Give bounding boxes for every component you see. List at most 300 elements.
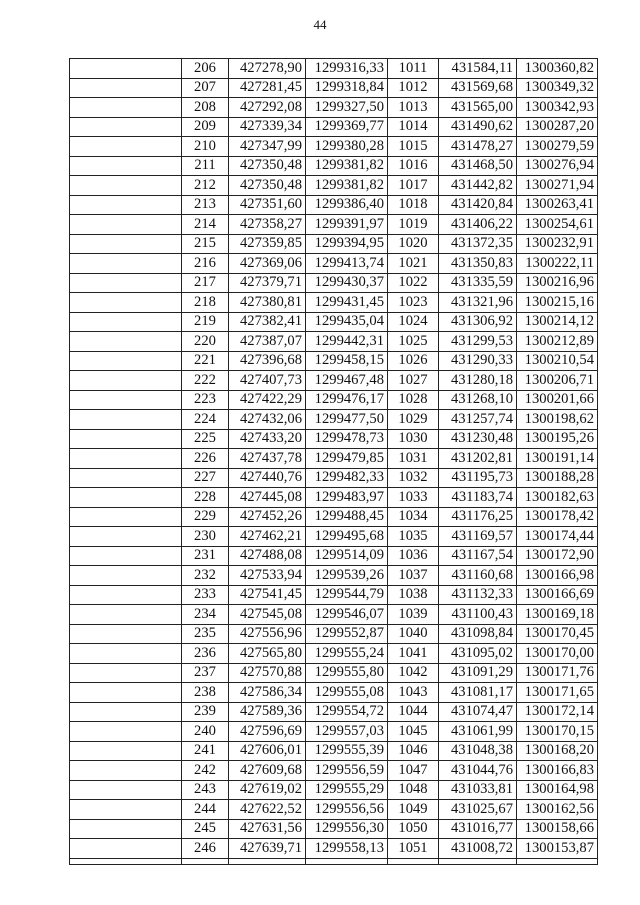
point-number-b: 1016 — [388, 156, 439, 176]
y-coordinate-a: 1299381,82 — [306, 176, 388, 196]
x-coordinate-a: 427433,20 — [229, 429, 306, 449]
table-row — [70, 312, 598, 332]
point-number-b: 1043 — [388, 683, 439, 703]
point-number-b: 1047 — [388, 761, 439, 781]
y-coordinate-a: 1299413,74 — [306, 254, 388, 274]
table-row — [70, 156, 598, 176]
y-coordinate-b: 1300271,94 — [517, 176, 598, 196]
blank-cell — [70, 566, 182, 586]
point-number-a: 243 — [182, 780, 229, 800]
x-coordinate-a: 427445,08 — [229, 488, 306, 508]
point-number-a: 235 — [182, 624, 229, 644]
x-coordinate-a: 427382,41 — [229, 312, 306, 332]
blank-cell — [70, 683, 182, 703]
y-coordinate-b: 1300170,00 — [517, 644, 598, 664]
table-row — [70, 195, 598, 215]
table-row — [70, 449, 598, 469]
y-coordinate-a: 1299431,45 — [306, 293, 388, 313]
y-coordinate-a: 1299467,48 — [306, 371, 388, 391]
blank-cell — [70, 156, 182, 176]
x-coordinate-b: 431160,68 — [439, 566, 517, 586]
y-coordinate-b: 1300166,69 — [517, 585, 598, 605]
blank-cell — [70, 761, 182, 781]
y-coordinate-b: 1300171,65 — [517, 683, 598, 703]
blank-cell — [70, 527, 182, 547]
y-coordinate-b: 1300162,56 — [517, 800, 598, 820]
blank-cell — [70, 351, 182, 371]
x-coordinate-a: 427292,08 — [229, 98, 306, 118]
point-number-a: 225 — [182, 429, 229, 449]
x-coordinate-a: 427570,88 — [229, 663, 306, 683]
y-coordinate-a: 1299394,95 — [306, 234, 388, 254]
y-coordinate-a: 1299391,97 — [306, 215, 388, 235]
blank-cell — [70, 780, 182, 800]
x-coordinate-b: 431268,10 — [439, 390, 517, 410]
x-coordinate-b: 431183,74 — [439, 488, 517, 508]
point-number-b: 1040 — [388, 624, 439, 644]
y-coordinate-a: 1299478,73 — [306, 429, 388, 449]
x-coordinate-b: 431468,50 — [439, 156, 517, 176]
table-row — [70, 546, 598, 566]
table-row — [70, 761, 598, 781]
x-coordinate-b: 431306,92 — [439, 312, 517, 332]
point-number-b: 1014 — [388, 117, 439, 137]
point-number-b: 1013 — [388, 98, 439, 118]
point-number-a: 246 — [182, 839, 229, 859]
y-coordinate-b: 1300201,66 — [517, 390, 598, 410]
x-coordinate-b: 431033,81 — [439, 780, 517, 800]
point-number-a: 207 — [182, 78, 229, 98]
y-coordinate-b: 1300222,11 — [517, 254, 598, 274]
y-coordinate-b: 1300170,45 — [517, 624, 598, 644]
blank-cell — [70, 176, 182, 196]
y-coordinate-b: 1300195,26 — [517, 429, 598, 449]
x-coordinate-b: 431132,33 — [439, 585, 517, 605]
x-coordinate-a: 427437,78 — [229, 449, 306, 469]
point-number-b: 1019 — [388, 215, 439, 235]
blank-cell — [70, 371, 182, 391]
x-coordinate-a: 427440,76 — [229, 468, 306, 488]
point-number-b: 1027 — [388, 371, 439, 391]
point-number-b: 1032 — [388, 468, 439, 488]
y-coordinate-a: 1299495,68 — [306, 527, 388, 547]
point-number-b: 1031 — [388, 449, 439, 469]
x-coordinate-b: 431016,77 — [439, 819, 517, 839]
point-number-b: 1034 — [388, 507, 439, 527]
point-number-a: 211 — [182, 156, 229, 176]
y-coordinate-a: 1299539,26 — [306, 566, 388, 586]
x-coordinate-b: 431167,54 — [439, 546, 517, 566]
y-coordinate-a: 1299555,29 — [306, 780, 388, 800]
blank-cell — [70, 624, 182, 644]
y-coordinate-b: 1300216,96 — [517, 273, 598, 293]
x-coordinate-a: 427639,71 — [229, 839, 306, 859]
blank-cell — [70, 488, 182, 508]
x-coordinate-a: 427278,90 — [229, 59, 306, 79]
y-coordinate-a: 1299476,17 — [306, 390, 388, 410]
y-coordinate-a: 1299556,56 — [306, 800, 388, 820]
point-number-b: 1037 — [388, 566, 439, 586]
table-row — [70, 390, 598, 410]
y-coordinate-b: 1300153,87 — [517, 839, 598, 859]
point-number-b: 1015 — [388, 137, 439, 157]
y-coordinate-b: 1300172,14 — [517, 702, 598, 722]
y-coordinate-b: 1300168,20 — [517, 741, 598, 761]
x-coordinate-b: 431061,99 — [439, 722, 517, 742]
point-number-a: 245 — [182, 819, 229, 839]
table-row — [70, 117, 598, 137]
blank-cell — [70, 293, 182, 313]
x-coordinate-a: 427339,34 — [229, 117, 306, 137]
y-coordinate-a: 1299386,40 — [306, 195, 388, 215]
blank-cell — [70, 605, 182, 625]
point-number-b: 1017 — [388, 176, 439, 196]
point-number-a: 237 — [182, 663, 229, 683]
y-coordinate-a: 1299430,37 — [306, 273, 388, 293]
point-number-a: 216 — [182, 254, 229, 274]
point-number-b: 1042 — [388, 663, 439, 683]
x-coordinate-a: 427369,06 — [229, 254, 306, 274]
x-coordinate-b: 431290,33 — [439, 351, 517, 371]
y-coordinate-b: 1300164,98 — [517, 780, 598, 800]
blank-cell — [70, 722, 182, 742]
x-coordinate-a: 427462,21 — [229, 527, 306, 547]
blank-cell — [70, 468, 182, 488]
y-coordinate-a: 1299555,24 — [306, 644, 388, 664]
blank-cell — [70, 449, 182, 469]
y-coordinate-b: 1300172,90 — [517, 546, 598, 566]
point-number-b: 1044 — [388, 702, 439, 722]
x-coordinate-a: 427379,71 — [229, 273, 306, 293]
x-coordinate-b: 431195,73 — [439, 468, 517, 488]
point-number-a: 223 — [182, 390, 229, 410]
y-coordinate-b: 1300232,91 — [517, 234, 598, 254]
point-number-a: 231 — [182, 546, 229, 566]
x-coordinate-a: 427452,26 — [229, 507, 306, 527]
point-number-a: 229 — [182, 507, 229, 527]
x-coordinate-b: 431350,83 — [439, 254, 517, 274]
blank-cell — [70, 858, 182, 864]
blank-cell — [439, 858, 517, 864]
blank-cell — [306, 858, 388, 864]
x-coordinate-b: 431406,22 — [439, 215, 517, 235]
y-coordinate-a: 1299557,03 — [306, 722, 388, 742]
point-number-b: 1030 — [388, 429, 439, 449]
point-number-a: 221 — [182, 351, 229, 371]
blank-cell — [70, 546, 182, 566]
y-coordinate-a: 1299435,04 — [306, 312, 388, 332]
blank-cell — [70, 429, 182, 449]
y-coordinate-a: 1299477,50 — [306, 410, 388, 430]
x-coordinate-b: 431100,43 — [439, 605, 517, 625]
y-coordinate-b: 1300254,61 — [517, 215, 598, 235]
y-coordinate-a: 1299555,80 — [306, 663, 388, 683]
x-coordinate-a: 427488,08 — [229, 546, 306, 566]
blank-cell — [229, 858, 306, 864]
table-row — [70, 234, 598, 254]
x-coordinate-b: 431569,68 — [439, 78, 517, 98]
point-number-b: 1050 — [388, 819, 439, 839]
x-coordinate-a: 427347,99 — [229, 137, 306, 157]
table-row — [70, 683, 598, 703]
blank-cell — [70, 137, 182, 157]
point-number-a: 232 — [182, 566, 229, 586]
x-coordinate-a: 427545,08 — [229, 605, 306, 625]
table-row — [70, 780, 598, 800]
table-row — [70, 800, 598, 820]
point-number-a: 234 — [182, 605, 229, 625]
blank-cell — [70, 195, 182, 215]
y-coordinate-a: 1299482,33 — [306, 468, 388, 488]
x-coordinate-b: 431420,84 — [439, 195, 517, 215]
point-number-b: 1039 — [388, 605, 439, 625]
x-coordinate-b: 431048,38 — [439, 741, 517, 761]
point-number-b: 1026 — [388, 351, 439, 371]
blank-cell — [182, 858, 229, 864]
table-row — [70, 566, 598, 586]
table-row — [70, 741, 598, 761]
x-coordinate-a: 427533,94 — [229, 566, 306, 586]
x-coordinate-a: 427359,85 — [229, 234, 306, 254]
x-coordinate-a: 427351,60 — [229, 195, 306, 215]
point-number-a: 239 — [182, 702, 229, 722]
y-coordinate-b: 1300206,71 — [517, 371, 598, 391]
table-row — [70, 137, 598, 157]
blank-cell — [70, 702, 182, 722]
point-number-a: 230 — [182, 527, 229, 547]
table-row — [70, 624, 598, 644]
point-number-b: 1024 — [388, 312, 439, 332]
blank-cell — [70, 254, 182, 274]
table-row — [70, 429, 598, 449]
x-coordinate-b: 431008,72 — [439, 839, 517, 859]
x-coordinate-a: 427586,34 — [229, 683, 306, 703]
y-coordinate-a: 1299546,07 — [306, 605, 388, 625]
x-coordinate-b: 431335,59 — [439, 273, 517, 293]
blank-cell — [70, 98, 182, 118]
x-coordinate-a: 427541,45 — [229, 585, 306, 605]
y-coordinate-b: 1300198,62 — [517, 410, 598, 430]
y-coordinate-b: 1300212,89 — [517, 332, 598, 352]
y-coordinate-b: 1300287,20 — [517, 117, 598, 137]
point-number-b: 1045 — [388, 722, 439, 742]
x-coordinate-a: 427350,48 — [229, 176, 306, 196]
point-number-a: 219 — [182, 312, 229, 332]
point-number-a: 236 — [182, 644, 229, 664]
table-row — [70, 585, 598, 605]
y-coordinate-a: 1299442,31 — [306, 332, 388, 352]
blank-cell — [70, 800, 182, 820]
point-number-a: 224 — [182, 410, 229, 430]
table-row — [70, 78, 598, 98]
y-coordinate-b: 1300178,42 — [517, 507, 598, 527]
point-number-b: 1020 — [388, 234, 439, 254]
y-coordinate-a: 1299327,50 — [306, 98, 388, 118]
y-coordinate-b: 1300188,28 — [517, 468, 598, 488]
blank-cell — [70, 332, 182, 352]
x-coordinate-a: 427596,69 — [229, 722, 306, 742]
blank-cell — [70, 215, 182, 235]
blank-cell — [70, 663, 182, 683]
point-number-b: 1025 — [388, 332, 439, 352]
x-coordinate-b: 431044,76 — [439, 761, 517, 781]
point-number-b: 1048 — [388, 780, 439, 800]
table-row — [70, 839, 598, 859]
table-row — [70, 410, 598, 430]
y-coordinate-b: 1300182,63 — [517, 488, 598, 508]
x-coordinate-b: 431095,02 — [439, 644, 517, 664]
blank-cell — [70, 273, 182, 293]
x-coordinate-b: 431074,47 — [439, 702, 517, 722]
table-row — [70, 605, 598, 625]
x-coordinate-a: 427609,68 — [229, 761, 306, 781]
table-row — [70, 507, 598, 527]
x-coordinate-a: 427432,06 — [229, 410, 306, 430]
y-coordinate-a: 1299555,39 — [306, 741, 388, 761]
y-coordinate-a: 1299318,84 — [306, 78, 388, 98]
point-number-b: 1038 — [388, 585, 439, 605]
x-coordinate-b: 431280,18 — [439, 371, 517, 391]
point-number-a: 242 — [182, 761, 229, 781]
point-number-a: 213 — [182, 195, 229, 215]
blank-cell — [70, 410, 182, 430]
x-coordinate-a: 427606,01 — [229, 741, 306, 761]
y-coordinate-a: 1299556,59 — [306, 761, 388, 781]
y-coordinate-a: 1299369,77 — [306, 117, 388, 137]
x-coordinate-b: 431490,62 — [439, 117, 517, 137]
table-row — [70, 468, 598, 488]
point-number-a: 210 — [182, 137, 229, 157]
x-coordinate-a: 427396,68 — [229, 351, 306, 371]
table-row — [70, 722, 598, 742]
y-coordinate-a: 1299488,45 — [306, 507, 388, 527]
table-row — [70, 273, 598, 293]
x-coordinate-a: 427422,29 — [229, 390, 306, 410]
y-coordinate-a: 1299555,08 — [306, 683, 388, 703]
y-coordinate-a: 1299458,15 — [306, 351, 388, 371]
point-number-a: 214 — [182, 215, 229, 235]
table-row — [70, 59, 598, 79]
point-number-b: 1018 — [388, 195, 439, 215]
x-coordinate-a: 427281,45 — [229, 78, 306, 98]
y-coordinate-b: 1300263,41 — [517, 195, 598, 215]
x-coordinate-a: 427556,96 — [229, 624, 306, 644]
point-number-a: 240 — [182, 722, 229, 742]
point-number-b: 1022 — [388, 273, 439, 293]
x-coordinate-b: 431565,00 — [439, 98, 517, 118]
y-coordinate-b: 1300210,54 — [517, 351, 598, 371]
point-number-a: 222 — [182, 371, 229, 391]
table-body — [70, 59, 598, 865]
x-coordinate-a: 427380,81 — [229, 293, 306, 313]
x-coordinate-a: 427619,02 — [229, 780, 306, 800]
y-coordinate-a: 1299316,33 — [306, 59, 388, 79]
table-row — [70, 371, 598, 391]
y-coordinate-b: 1300360,82 — [517, 59, 598, 79]
x-coordinate-a: 427631,56 — [229, 819, 306, 839]
x-coordinate-a: 427565,80 — [229, 644, 306, 664]
x-coordinate-b: 431299,53 — [439, 332, 517, 352]
x-coordinate-b: 431081,17 — [439, 683, 517, 703]
table-row — [70, 176, 598, 196]
y-coordinate-a: 1299558,13 — [306, 839, 388, 859]
point-number-a: 244 — [182, 800, 229, 820]
y-coordinate-a: 1299556,30 — [306, 819, 388, 839]
y-coordinate-b: 1300170,15 — [517, 722, 598, 742]
y-coordinate-b: 1300166,83 — [517, 761, 598, 781]
y-coordinate-b: 1300191,14 — [517, 449, 598, 469]
blank-cell — [70, 819, 182, 839]
point-number-b: 1023 — [388, 293, 439, 313]
x-coordinate-b: 431202,81 — [439, 449, 517, 469]
point-number-b: 1046 — [388, 741, 439, 761]
x-coordinate-b: 431257,74 — [439, 410, 517, 430]
y-coordinate-b: 1300171,76 — [517, 663, 598, 683]
blank-cell — [70, 390, 182, 410]
y-coordinate-b: 1300214,12 — [517, 312, 598, 332]
point-number-a: 226 — [182, 449, 229, 469]
y-coordinate-a: 1299514,09 — [306, 546, 388, 566]
y-coordinate-a: 1299380,28 — [306, 137, 388, 157]
point-number-a: 217 — [182, 273, 229, 293]
point-number-a: 238 — [182, 683, 229, 703]
y-coordinate-b: 1300342,93 — [517, 98, 598, 118]
table-row — [70, 293, 598, 313]
x-coordinate-b: 431372,35 — [439, 234, 517, 254]
table-bottom-row — [70, 858, 598, 864]
blank-cell — [70, 741, 182, 761]
blank-cell — [70, 312, 182, 332]
blank-cell — [70, 585, 182, 605]
x-coordinate-a: 427358,27 — [229, 215, 306, 235]
point-number-b: 1021 — [388, 254, 439, 274]
y-coordinate-b: 1300279,59 — [517, 137, 598, 157]
blank-cell — [388, 858, 439, 864]
table-row — [70, 332, 598, 352]
y-coordinate-b: 1300174,44 — [517, 527, 598, 547]
x-coordinate-b: 431321,96 — [439, 293, 517, 313]
x-coordinate-a: 427622,52 — [229, 800, 306, 820]
blank-cell — [517, 858, 598, 864]
x-coordinate-b: 431176,25 — [439, 507, 517, 527]
point-number-a: 215 — [182, 234, 229, 254]
coordinates-table — [69, 58, 598, 865]
point-number-b: 1011 — [388, 59, 439, 79]
point-number-a: 233 — [182, 585, 229, 605]
point-number-a: 212 — [182, 176, 229, 196]
blank-cell — [70, 117, 182, 137]
table-row — [70, 215, 598, 235]
x-coordinate-b: 431025,67 — [439, 800, 517, 820]
x-coordinate-a: 427589,36 — [229, 702, 306, 722]
point-number-b: 1049 — [388, 800, 439, 820]
y-coordinate-b: 1300166,98 — [517, 566, 598, 586]
y-coordinate-a: 1299483,97 — [306, 488, 388, 508]
page-number: 44 — [313, 17, 327, 32]
x-coordinate-b: 431098,84 — [439, 624, 517, 644]
x-coordinate-b: 431478,27 — [439, 137, 517, 157]
point-number-a: 228 — [182, 488, 229, 508]
y-coordinate-b: 1300215,16 — [517, 293, 598, 313]
x-coordinate-a: 427350,48 — [229, 156, 306, 176]
x-coordinate-b: 431091,29 — [439, 663, 517, 683]
x-coordinate-b: 431230,48 — [439, 429, 517, 449]
table-row — [70, 644, 598, 664]
point-number-a: 209 — [182, 117, 229, 137]
y-coordinate-b: 1300169,18 — [517, 605, 598, 625]
point-number-b: 1051 — [388, 839, 439, 859]
x-coordinate-b: 431169,57 — [439, 527, 517, 547]
